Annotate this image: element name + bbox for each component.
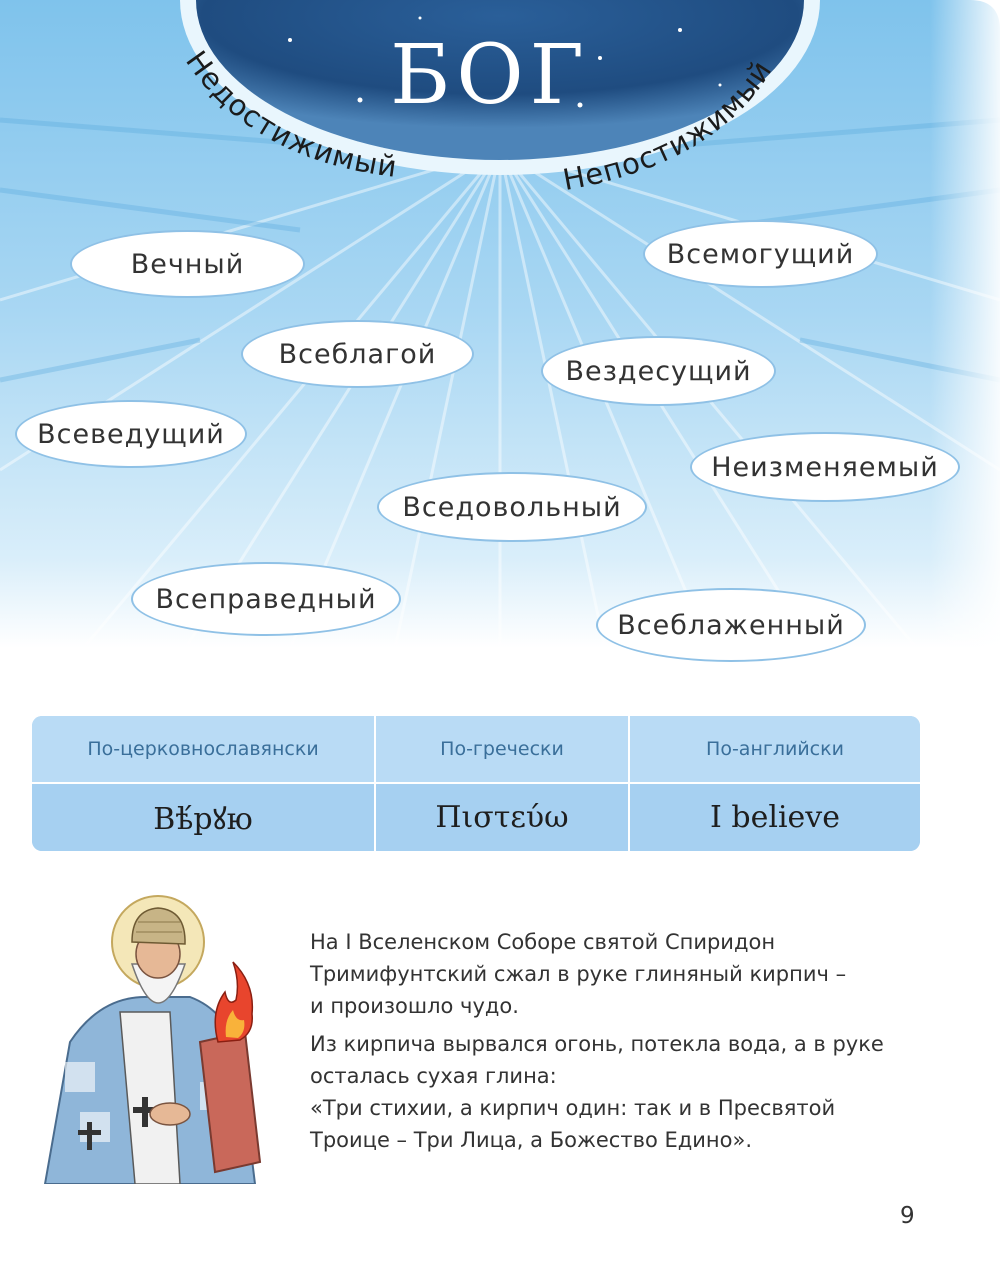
story-paragraph-2 — [310, 1028, 930, 1156]
attribute-oval: Всеведущий — [15, 400, 247, 468]
table-value-english: I believe — [630, 784, 920, 851]
arc-label-left: Недостижимый — [179, 44, 400, 185]
attribute-oval: Неизменяемый — [690, 432, 960, 502]
attribute-oval: Всемогущий — [643, 220, 878, 288]
story-line: Троице – Три Лица, а Божество Едино». — [310, 1128, 753, 1152]
translation-table — [32, 716, 920, 851]
table-header-slavonic: По-церковнославянски — [32, 716, 374, 782]
table-divider — [628, 716, 630, 851]
attribute-oval: Вседовольный — [377, 472, 647, 542]
table-header-greek: По-гречески — [376, 716, 628, 782]
story-line: и произошло чудо. — [310, 994, 519, 1018]
arc-label-right: Непостижимый — [560, 53, 779, 197]
attribute-oval: Вездесущий — [541, 336, 776, 406]
story-line: Тримифунтский сжал в руке глиняный кирпич – — [310, 962, 847, 986]
page-title: БОГ — [390, 28, 590, 123]
page-number: 9 — [900, 1203, 915, 1229]
table-divider — [32, 782, 920, 784]
table-value-slavonic: Вѣ́рꙋю — [32, 784, 374, 851]
attribute-oval: Вечный — [70, 230, 305, 298]
table-header-english: По-английски — [630, 716, 920, 782]
table-divider — [374, 716, 376, 851]
story-line: Из кирпича вырвался огонь, потекла вода, а в руке — [310, 1032, 884, 1056]
arc-labels — [0, 0, 1000, 260]
story-line: осталась сухая глина: — [310, 1064, 557, 1088]
story-line: «Три стихии, а кирпич один: так и в Пресвятой — [310, 1096, 836, 1120]
attribute-oval: Всеблагой — [241, 320, 474, 388]
story-line: На I Вселенском Соборе святой Спиридон — [310, 930, 776, 954]
attribute-oval: Всеблаженный — [596, 588, 866, 662]
table-value-greek: Πιστεύω — [376, 784, 628, 851]
saint-spyridon-illustration — [40, 892, 280, 1184]
story-paragraph-1 — [310, 926, 930, 1022]
attribute-oval: Всеправедный — [131, 562, 401, 636]
